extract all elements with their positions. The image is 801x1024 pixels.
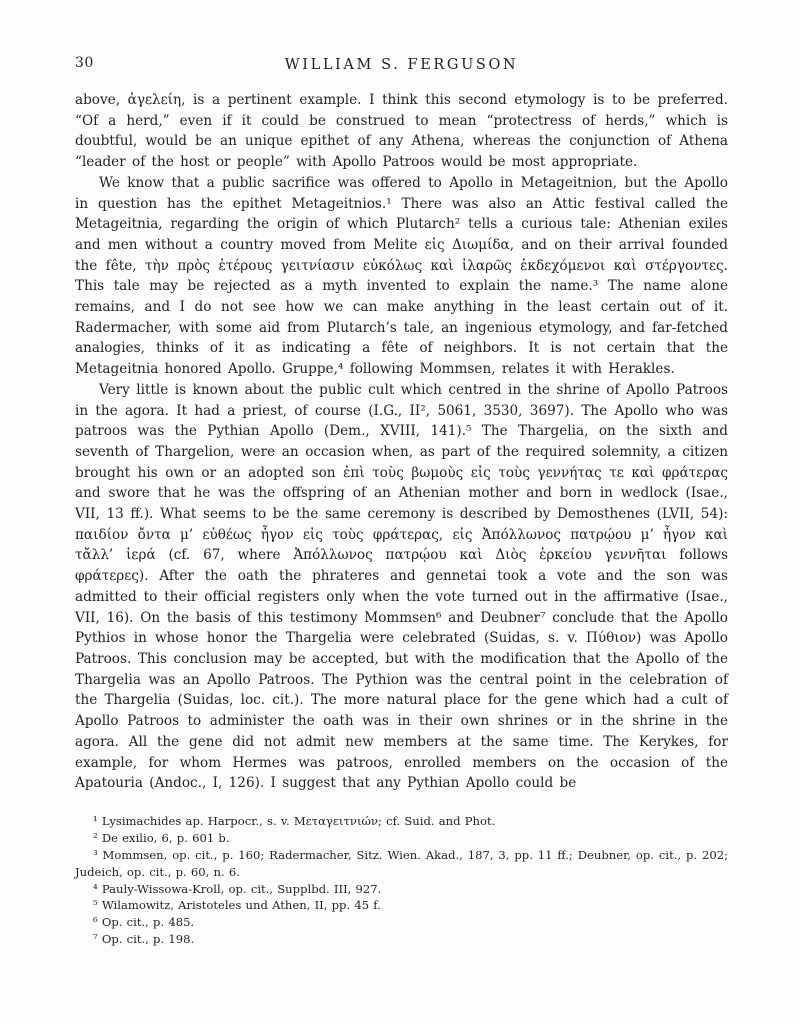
paragraph-3: Very little is known about the public cult which centred in the shrine of Apollo Patroos in the agora. It had a priest, of course (I.G., II², 5061, 3530, 3697). The Apollo who was patroos was the Pythian Apollo (Dem., XVIII, 141).⁵ The Thargelia, on the sixth and seventh of Thargelion, were an occasion when, as part of the required solemnity, a citizen brought his own or an adopted son ἐπὶ τοὺς βωμοὺς εἰς τοὺς γεννήτας τε καὶ φράτερας and swore that he was the offspring of an Athenian mother and born in wedlock (Isae., VII, 13 ff.). What seems to be the same ceremony is described by Demosthenes (LVII, 54): παιδίον ὄντα μ’ εὐθέως ἦγον εἰς τοὺς φράτερας, εἰς Ἀπόλλωνος πατρῴου μ’ ἦγον καὶ τἄλλ’ ἱερά (cf. 67, where Ἀπόλλωνος πατρῴου καὶ Διὸς ἑρκείου γεννῆται follows φράτερες). After the oath the phrateres and gennetai took a vote and the son was admitted to their official registers only when the vote turned out in the affirmative (Isae., VII, 16). On the basis of this testimony Mommsen⁶ and Deubner⁷ conclude that the Apollo Pythios in whose honor the Thargelia were celebrated (Suidas, s. v. Πύθιον) was Apollo Patroos. This conclusion may be accepted, but with the modification that the Apollo of the Thargelia was an Apollo Patroos. The Pythion was the central point in the celebration of the Thargelia (Suidas, loc. cit.). The more natural place for the gene which had a cult of Apollo Patroos to administer the oath was in their own shrines or in the shrine in the agora. All the gene did not admit new members at the same time. The Kerykes, for example, for whom Hermes was patroos, enrolled members on the occasion of the Apatouria (Andoc., I, 126). I suggest that any Pythian Apollo could be	[75, 381, 728, 792]
footnote-1: ¹ Lysimachides ap. Harpocr., s. v. Μεταγειτνιών; cf. Suid. and Phot.	[93, 813, 496, 828]
footnote-4: ⁴ Pauly-Wissowa-Kroll, op. cit., Supplbd. III, 927.	[93, 881, 382, 896]
footnote-6: ⁶ Op. cit., p. 485.	[93, 915, 195, 930]
footnote-3: ³ Mommsen, op. cit., p. 160; Radermacher, Sitz. Wien. Akad., 187, 3, pp. 11 ff.; Deubner, op. cit., p. 202; Judeich, op. cit., p. 60, n. 6.	[75, 847, 728, 879]
paragraph-2: We know that a public sacrifice was offered to Apollo in Metageitnion, but the Apollo in question has the epithet Metageitnios.¹ There was also an Attic festival called the Metageitnia, regarding the origin of which Plutarch² tells a curious tale: Athenian exiles and men without a country moved from Melite εἰς Διωμίδα, and on their arrival founded the fête, τὴν πρὸς ἑτέρους γειτνίασιν εὐκόλως καὶ ἱλαρῶς ἐκδεχόμενοι καὶ στέργοντες. This tale may be rejected as a myth invented to explain the name.³ The name alone remains, and I do not see how we can make anything in the least certain out of it. Radermacher, with some aid from Plutarch’s tale, an ingenious etymology, and far-fetched analogies, thinks of it as indicating a fête of neighbors. It is not certain that the Metageitnia honored Apollo. Gruppe,⁴ following Mommsen, relates it with Herakles.	[75, 174, 728, 378]
footnote-5: ⁵ Wilamowitz, Aristoteles und Athen, II, pp. 45 f.	[93, 898, 381, 913]
paragraph-1: above, ἀγελείη, is a pertinent example. I think this second etymology is to be preferred. “Of a herd,” even if it could be construed to mean “protectress of herds,” which is doubtful, would be an unique epithet of any Athena, whereas the conjunction of Athena “leader of the host or people” with Apollo Patroos would be most appropriate.	[75, 92, 728, 171]
page-number: 30	[75, 55, 94, 71]
footnote-7: ⁷ Op. cit., p. 198.	[93, 932, 195, 947]
article-body	[75, 90, 728, 794]
footnotes-section	[75, 813, 728, 948]
footnote-2: ² De exilio, 6, p. 601 b.	[93, 830, 230, 845]
running-head-author: WILLIAM S. FERGUSON	[284, 57, 519, 73]
page-header	[75, 54, 728, 74]
